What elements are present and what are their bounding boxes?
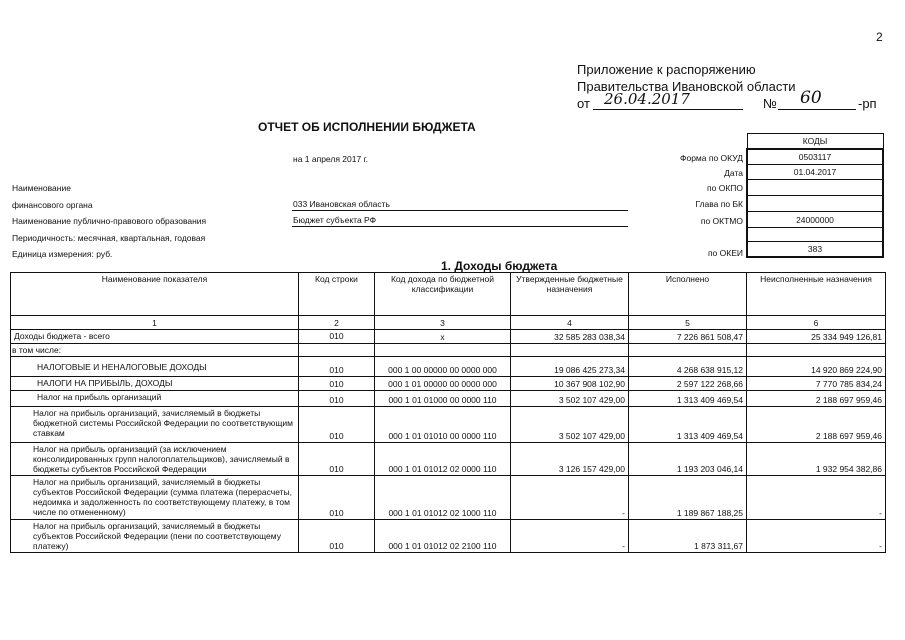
row-unexecuted: 14 920 869 224,90 bbox=[747, 357, 886, 377]
row-approved: - bbox=[511, 520, 629, 553]
row-income-code: x bbox=[375, 330, 511, 344]
row-name: Налог на прибыль организаций, зачисляемый в бюджеты субъектов Российской Федерации (пени по соответствующему платежу) bbox=[11, 520, 299, 553]
col-number: 6 bbox=[747, 316, 886, 330]
date-label: Дата bbox=[724, 168, 743, 178]
row-approved: 10 367 908 102,90 bbox=[511, 377, 629, 391]
row-approved: 3 502 107 429,00 bbox=[511, 407, 629, 443]
appendix-from-prefix: от bbox=[577, 96, 590, 111]
row-line-code: 010 bbox=[299, 520, 375, 553]
row-line-code: 010 bbox=[299, 443, 375, 476]
row-name: НАЛОГИ НА ПРИБЫЛЬ, ДОХОДЫ bbox=[11, 377, 299, 391]
row-line-code: 010 bbox=[299, 391, 375, 407]
section-title: 1. Доходы бюджета bbox=[441, 259, 558, 273]
table-row bbox=[11, 357, 886, 377]
okud-label: Форма по ОКУД bbox=[680, 153, 743, 163]
row-executed: 1 189 867 188,25 bbox=[629, 476, 747, 520]
glava-bk-value bbox=[747, 196, 883, 212]
col-header-income-code: Код дохода по бюджетной классификации bbox=[375, 273, 511, 316]
row-executed: 1 193 203 046,14 bbox=[629, 443, 747, 476]
ppo-value: Бюджет субъекта РФ bbox=[293, 215, 377, 225]
appendix-line-1: Приложение к распоряжению bbox=[577, 62, 756, 77]
page-number: 2 bbox=[876, 30, 883, 44]
oktmo-value: 24000000 bbox=[747, 212, 883, 228]
row-approved: 3 502 107 429,00 bbox=[511, 391, 629, 407]
row-line-code: 010 bbox=[299, 476, 375, 520]
row-unexecuted: 2 188 697 959,46 bbox=[747, 391, 886, 407]
row-approved: - bbox=[511, 476, 629, 520]
row-executed bbox=[629, 344, 747, 357]
col-number: 2 bbox=[299, 316, 375, 330]
oktmo-label: по ОКТМО bbox=[700, 216, 743, 226]
appendix-suffix: -рп bbox=[858, 96, 877, 111]
row-unexecuted: - bbox=[747, 520, 886, 553]
date-value: 01.04.2017 bbox=[747, 165, 883, 180]
number-underline bbox=[778, 109, 856, 110]
codes-table bbox=[746, 133, 884, 258]
row-name: Налог на прибыль организаций (за исключением консолидированных групп налогоплательщиков), зачисляемый в бюджеты субъектов Российской Федерации bbox=[11, 443, 299, 476]
table-row bbox=[11, 476, 886, 520]
okei-label: по ОКЕИ bbox=[707, 248, 743, 258]
column-numbers-row bbox=[11, 316, 886, 330]
row-line-code: 010 bbox=[299, 407, 375, 443]
row-income-code: 000 1 01 01010 00 0000 110 bbox=[375, 407, 511, 443]
col-number: 3 bbox=[375, 316, 511, 330]
row-approved: 19 086 425 273,34 bbox=[511, 357, 629, 377]
fin-body-value: 033 Ивановская область bbox=[293, 199, 390, 209]
col-number: 5 bbox=[629, 316, 747, 330]
row-name: в том числе: bbox=[11, 344, 299, 357]
row-income-code: 000 1 00 00000 00 0000 000 bbox=[375, 357, 511, 377]
okpo-value bbox=[747, 180, 883, 196]
row-executed: 1 313 409 469,54 bbox=[629, 391, 747, 407]
table-row bbox=[11, 330, 886, 344]
row-unexecuted: 1 932 954 382,86 bbox=[747, 443, 886, 476]
table-row bbox=[11, 443, 886, 476]
row-approved bbox=[511, 344, 629, 357]
table-row bbox=[11, 377, 886, 391]
col-header-line-code: Код строки bbox=[299, 273, 375, 316]
row-name: Налог на прибыль организаций, зачисляемый в бюджеты бюджетной системы Российской Федерации по соответствующим ставкам bbox=[11, 407, 299, 443]
row-income-code: 000 1 01 01000 00 0000 110 bbox=[375, 391, 511, 407]
table-row bbox=[11, 407, 886, 443]
row-unexecuted: 7 770 785 834,24 bbox=[747, 377, 886, 391]
fin-body-underline bbox=[292, 210, 628, 211]
row-executed: 7 226 861 508,47 bbox=[629, 330, 747, 344]
okei-value: 383 bbox=[747, 242, 883, 258]
row-executed: 1 313 409 469,54 bbox=[629, 407, 747, 443]
report-title: ОТЧЕТ ОБ ИСПОЛНЕНИИ БЮДЖЕТА bbox=[258, 120, 476, 134]
col-header-executed: Исполнено bbox=[629, 273, 747, 316]
row-income-code: 000 1 01 01012 02 1000 110 bbox=[375, 476, 511, 520]
appendix-date: 26.04.2017 bbox=[604, 90, 690, 108]
ppo-label: Наименование публично-правового образования bbox=[12, 216, 207, 226]
row-name: Доходы бюджета - всего bbox=[11, 330, 299, 344]
row-name: Налог на прибыль организаций, зачисляемый в бюджеты субъектов Российской Федерации (сумма платежа (перерасчеты, недоимка и задолженность по соответствующему платежу, в том числе по отмененному) bbox=[11, 476, 299, 520]
name-label: Наименование bbox=[12, 183, 71, 193]
col-header-name: Наименование показателя bbox=[11, 273, 299, 316]
table-header-row bbox=[11, 273, 886, 316]
row-income-code: 000 1 01 00000 00 0000 000 bbox=[375, 377, 511, 391]
income-table bbox=[10, 272, 886, 553]
col-number: 1 bbox=[11, 316, 299, 330]
glava-bk-label: Глава по БК bbox=[695, 199, 743, 209]
okpo-label: по ОКПО bbox=[707, 183, 743, 193]
okud-value: 0503117 bbox=[747, 149, 883, 165]
row-unexecuted: - bbox=[747, 476, 886, 520]
row-approved: 32 585 283 038,34 bbox=[511, 330, 629, 344]
row-name: Налог на прибыль организаций bbox=[11, 391, 299, 407]
row-approved: 3 126 157 429,00 bbox=[511, 443, 629, 476]
table-row bbox=[11, 391, 886, 407]
ppo-underline bbox=[292, 226, 628, 227]
empty-code-value bbox=[747, 228, 883, 242]
row-executed: 4 268 638 915,12 bbox=[629, 357, 747, 377]
col-number: 4 bbox=[511, 316, 629, 330]
row-income-code: 000 1 01 01012 02 0000 110 bbox=[375, 443, 511, 476]
row-name: НАЛОГОВЫЕ И НЕНАЛОГОВЫЕ ДОХОДЫ bbox=[11, 357, 299, 377]
codes-header: КОДЫ bbox=[747, 134, 883, 150]
row-unexecuted bbox=[747, 344, 886, 357]
appendix-number-prefix: № bbox=[763, 96, 777, 111]
fin-body-label: финансового органа bbox=[12, 200, 93, 210]
col-header-approved: Утвержденные бюджетные назначения bbox=[511, 273, 629, 316]
row-line-code: 010 bbox=[299, 377, 375, 391]
appendix-line-2: Правительства Ивановской области bbox=[577, 79, 796, 94]
unit-label: Единица измерения: руб. bbox=[12, 249, 113, 259]
report-date: на 1 апреля 2017 г. bbox=[293, 154, 368, 164]
row-income-code bbox=[375, 344, 511, 357]
periodicity-label: Периодичность: месячная, квартальная, годовая bbox=[12, 233, 206, 243]
table-row bbox=[11, 344, 886, 357]
appendix-number: 60 bbox=[800, 88, 822, 108]
table-row bbox=[11, 520, 886, 553]
col-header-unexecuted: Неисполненные назначения bbox=[747, 273, 886, 316]
row-unexecuted: 2 188 697 959,46 bbox=[747, 407, 886, 443]
row-line-code: 010 bbox=[299, 357, 375, 377]
row-income-code: 000 1 01 01012 02 2100 110 bbox=[375, 520, 511, 553]
row-executed: 2 597 122 268,66 bbox=[629, 377, 747, 391]
row-line-code bbox=[299, 344, 375, 357]
row-unexecuted: 25 334 949 126,81 bbox=[747, 330, 886, 344]
row-line-code: 010 bbox=[299, 330, 375, 344]
row-executed: 1 873 311,67 bbox=[629, 520, 747, 553]
date-underline bbox=[593, 109, 743, 110]
